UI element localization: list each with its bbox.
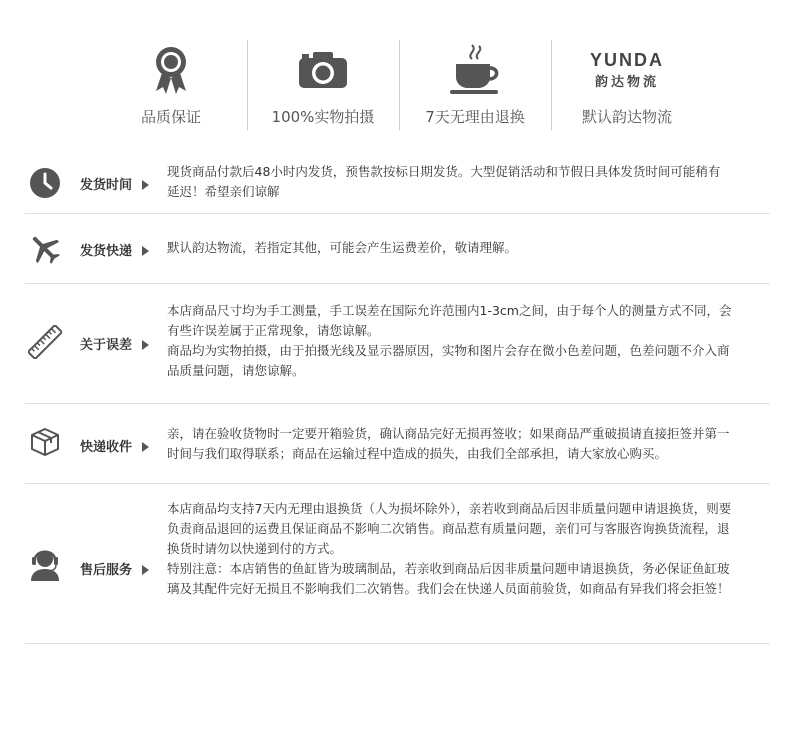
feature-logistics: [551, 40, 703, 132]
package-box-icon: [27, 424, 63, 460]
section-content: 默认韵达物流，若指定其他，可能会产生运费差价，敬请理解。: [167, 240, 518, 255]
section-title: 发货时间: [80, 174, 149, 193]
camera-icon: [247, 44, 399, 96]
section-content: 亲，请在验收货物时一定要开箱验货，确认商品完好无损再签收；如果商品严重破损请直接拒签并第一时间与我们取得联系；商品在运输过程中造成的损失，由我们全部承担，请大家放心购买。: [167, 426, 730, 461]
section-title: 发货快递: [80, 240, 149, 259]
section-title: 售后服务: [80, 559, 149, 578]
section-title: 快递收件: [80, 436, 149, 455]
section-courier: [25, 214, 770, 284]
section-after-sales: [25, 484, 770, 644]
coffee-cup-icon: [399, 44, 551, 96]
section-receiving: [25, 404, 770, 484]
feature-label: 7天无理由退换: [425, 108, 525, 126]
customer-service-icon: [27, 546, 63, 582]
section-content: 现货商品付款后48小时内发货，预售款按标日期发货。大型促销活动和节假日具体发货时间可能稍有延迟！希望亲们谅解: [167, 164, 721, 199]
info-sections: [25, 150, 770, 644]
section-title: 关于误差: [80, 334, 149, 353]
feature-real-photo: [247, 40, 399, 132]
feature-bar: [95, 40, 705, 132]
airplane-icon: [27, 231, 63, 267]
feature-return: [399, 40, 551, 132]
feature-label: 100%实物拍摄: [271, 108, 375, 126]
section-content: 本店商品均支持7天内无理由退换货（人为损坏除外），亲若收到商品后因非质量问题申请退换货，则要负责商品退回的运费且保证商品不影响二次销售。商品惹有质量问题，亲们可与客服咨询换货流程，退换货时请勿以快递到付的方式。 特别注意：本店销售的鱼缸皆为玻璃制品，若亲收到商品后因非质量问题申请退换货，务必保证鱼缸玻璃及其配件完好无损且不影响我们二次销售。我们会在快递人员面前验货，如商品有异我们将会拒签！: [167, 501, 732, 596]
logo-text-cn: 韵达物流: [594, 75, 659, 90]
award-ribbon-icon: [95, 44, 247, 96]
ruler-icon: [27, 324, 63, 360]
section-content: 本店商品尺寸均为手工测量，手工误差在国际允许范围内1-3cm之间，由于每个人的测量方式不同，会有些许误差属于正常现象，请您谅解。 商品均为实物拍摄，由于拍摄光线及显示器原因，实物和图片会存在微小色差问题，色差问题不介入商品质量问题，请您谅解。: [167, 303, 732, 378]
yunda-logo: [551, 44, 703, 96]
section-measurement-error: [25, 284, 770, 404]
feature-quality: [95, 40, 247, 132]
feature-label: 默认韵达物流: [581, 108, 672, 126]
section-ship-time: [25, 150, 770, 214]
feature-label: 品质保证: [140, 108, 201, 126]
logo-text-en: YUNDA: [589, 50, 664, 70]
clock-icon: [27, 165, 63, 201]
